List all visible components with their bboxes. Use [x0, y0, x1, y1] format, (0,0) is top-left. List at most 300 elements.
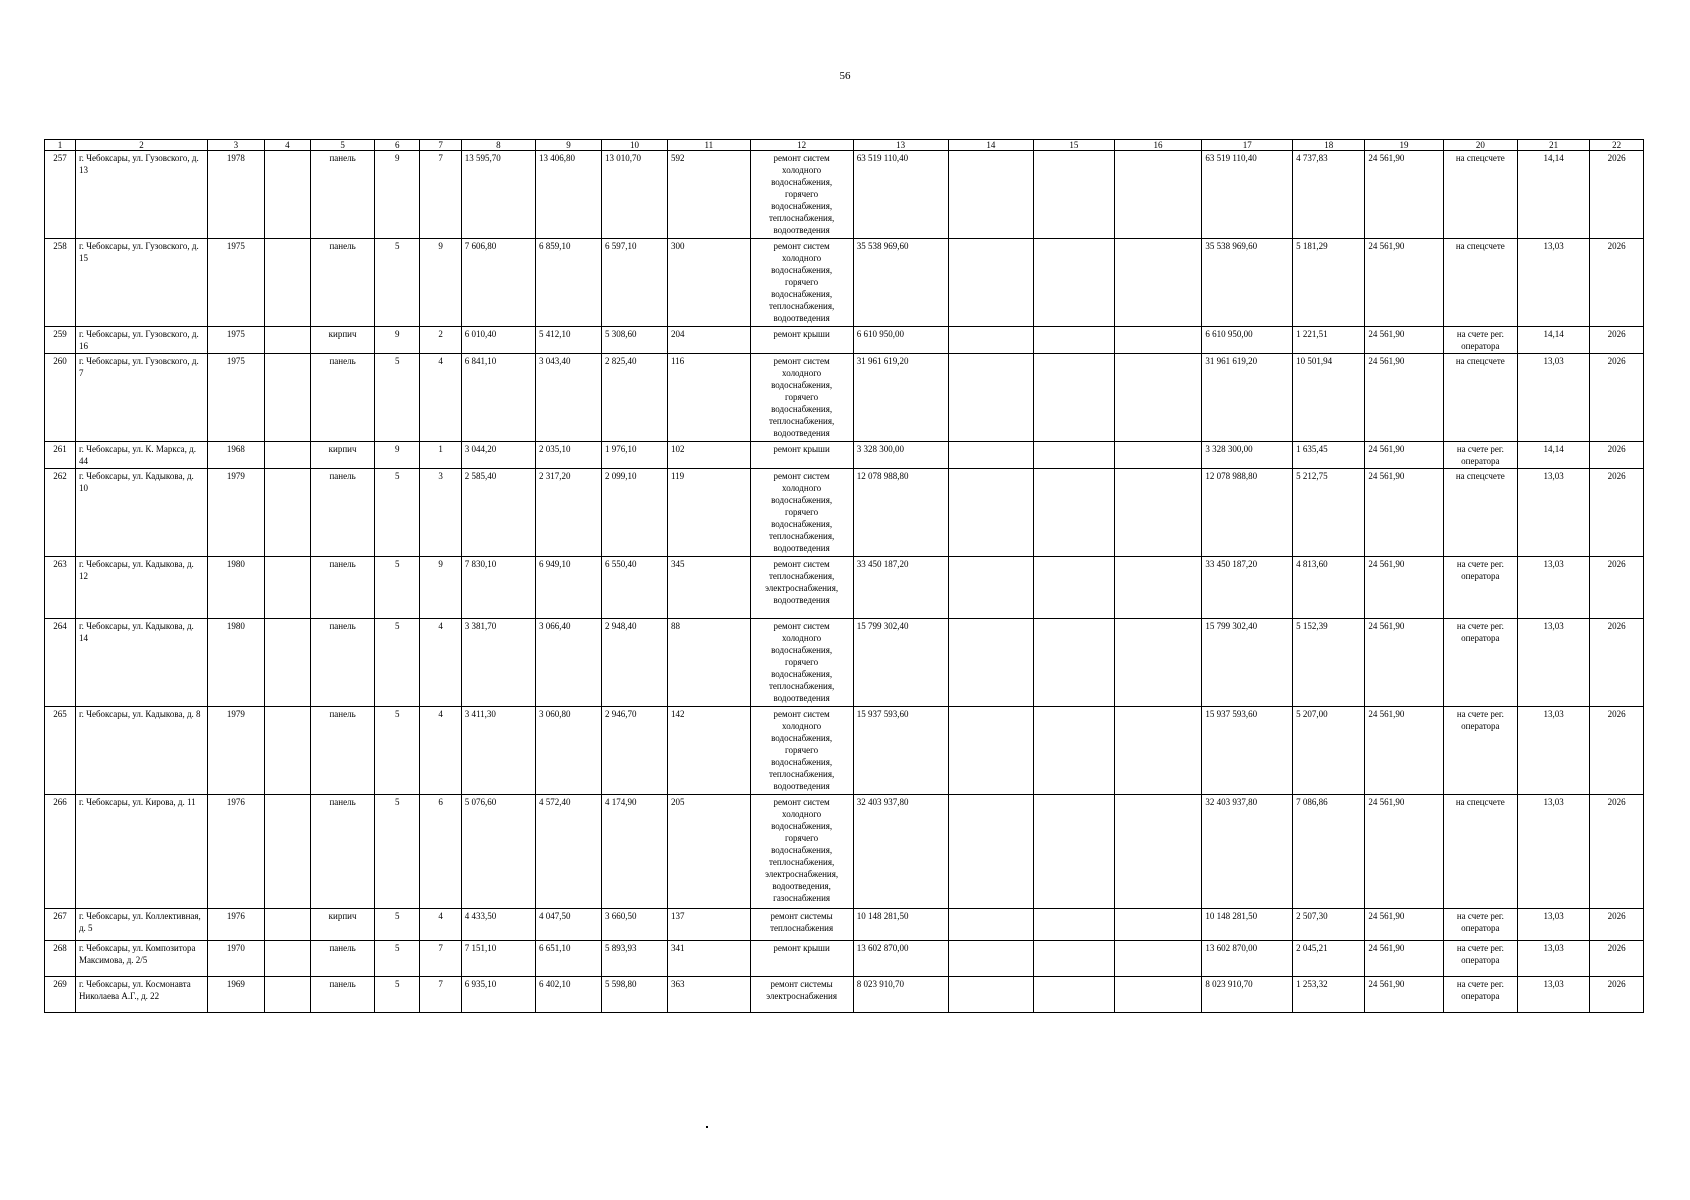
cell-local-cost — [1114, 909, 1202, 941]
header-cell: 7 — [420, 140, 461, 151]
cell-total-area: 6 935,10 — [461, 977, 535, 1013]
cell-local-cost — [1114, 795, 1202, 909]
cell-works: ремонт крыши — [750, 327, 853, 354]
cell-fund-method: на счете рег. оператора — [1443, 977, 1517, 1013]
cell-max-cost: 24 561,90 — [1365, 795, 1443, 909]
cell-owners-cost: 63 519 110,40 — [1202, 151, 1293, 239]
cell-fund-cost — [948, 442, 1034, 469]
cell-entrances: 4 — [420, 707, 461, 795]
cell-wall-material: панель — [311, 707, 375, 795]
cell-specific-cost: 1 221,51 — [1293, 327, 1365, 354]
table-row — [45, 151, 1644, 239]
cell-budget-cost — [1034, 327, 1114, 354]
cell-contribution: 13,03 — [1517, 909, 1589, 941]
cell-local-cost — [1114, 469, 1202, 557]
cell-row-number: 257 — [45, 151, 76, 239]
cell-row-number: 266 — [45, 795, 76, 909]
header-cell: 16 — [1114, 140, 1202, 151]
cell-row-number: 268 — [45, 941, 76, 977]
header-cell: 8 — [461, 140, 535, 151]
table-row — [45, 557, 1644, 619]
cell-floors: 5 — [375, 909, 420, 941]
cell-fund-cost — [948, 557, 1034, 619]
cell-max-cost: 24 561,90 — [1365, 327, 1443, 354]
header-cell: 9 — [535, 140, 601, 151]
cell-address: г. Чебоксары, ул. Композитора Максимова, д. 2/5 — [75, 941, 207, 977]
header-cell: 14 — [948, 140, 1034, 151]
cell-budget-cost — [1034, 619, 1114, 707]
cell-address: г. Чебоксары, ул. Гузовского, д. 7 — [75, 354, 207, 442]
header-cell: 21 — [1517, 140, 1589, 151]
cell-total-cost: 8 023 910,70 — [853, 977, 948, 1013]
cell-residents: 345 — [668, 557, 751, 619]
cell-specific-cost: 10 501,94 — [1293, 354, 1365, 442]
cell-col-4 — [264, 977, 310, 1013]
cell-specific-cost: 2 507,30 — [1293, 909, 1365, 941]
cell-contribution: 14,14 — [1517, 327, 1589, 354]
cell-plan-year: 2026 — [1590, 941, 1644, 977]
cell-contribution: 13,03 — [1517, 354, 1589, 442]
cell-entrances: 6 — [420, 795, 461, 909]
table-row — [45, 354, 1644, 442]
cell-build-year: 1979 — [207, 469, 264, 557]
cell-local-cost — [1114, 327, 1202, 354]
cell-budget-cost — [1034, 442, 1114, 469]
cell-budget-cost — [1034, 239, 1114, 327]
cell-premises-area: 6 402,10 — [535, 977, 601, 1013]
cell-contribution: 14,14 — [1517, 151, 1589, 239]
cell-plan-year: 2026 — [1590, 909, 1644, 941]
cell-max-cost: 24 561,90 — [1365, 354, 1443, 442]
cell-build-year: 1978 — [207, 151, 264, 239]
table-row — [45, 909, 1644, 941]
cell-col-4 — [264, 557, 310, 619]
cell-local-cost — [1114, 239, 1202, 327]
cell-max-cost: 24 561,90 — [1365, 941, 1443, 977]
header-cell: 2 — [75, 140, 207, 151]
cell-row-number: 262 — [45, 469, 76, 557]
cell-total-cost: 35 538 969,60 — [853, 239, 948, 327]
cell-residential-area: 13 010,70 — [602, 151, 668, 239]
cell-residents: 119 — [668, 469, 751, 557]
cell-residential-area: 5 598,80 — [602, 977, 668, 1013]
cell-residents: 363 — [668, 977, 751, 1013]
cell-total-area: 3 044,20 — [461, 442, 535, 469]
cell-wall-material: кирпич — [311, 909, 375, 941]
cell-owners-cost: 13 602 870,00 — [1202, 941, 1293, 977]
cell-entrances: 9 — [420, 239, 461, 327]
cell-contribution: 13,03 — [1517, 557, 1589, 619]
cell-plan-year: 2026 — [1590, 619, 1644, 707]
cell-entrances: 4 — [420, 354, 461, 442]
table-row — [45, 239, 1644, 327]
cell-plan-year: 2026 — [1590, 327, 1644, 354]
cell-floors: 5 — [375, 469, 420, 557]
cell-address: г. Чебоксары, ул. Кадыкова, д. 10 — [75, 469, 207, 557]
cell-floors: 5 — [375, 619, 420, 707]
cell-fund-method: на спецсчете — [1443, 151, 1517, 239]
cell-address: г. Чебоксары, ул. Кадыкова, д. 12 — [75, 557, 207, 619]
cell-fund-method: на счете рег. оператора — [1443, 909, 1517, 941]
cell-entrances: 2 — [420, 327, 461, 354]
cell-budget-cost — [1034, 941, 1114, 977]
cell-build-year: 1980 — [207, 557, 264, 619]
cell-fund-method: на счете рег. оператора — [1443, 707, 1517, 795]
cell-floors: 5 — [375, 239, 420, 327]
cell-plan-year: 2026 — [1590, 557, 1644, 619]
cell-total-area: 7 606,80 — [461, 239, 535, 327]
cell-residential-area: 1 976,10 — [602, 442, 668, 469]
cell-address: г. Чебоксары, ул. Коллективная, д. 5 — [75, 909, 207, 941]
cell-plan-year: 2026 — [1590, 707, 1644, 795]
cell-works: ремонт крыши — [750, 941, 853, 977]
cell-wall-material: панель — [311, 941, 375, 977]
cell-wall-material: панель — [311, 354, 375, 442]
table-row — [45, 795, 1644, 909]
cell-row-number: 264 — [45, 619, 76, 707]
cell-residents: 341 — [668, 941, 751, 977]
cell-entrances: 7 — [420, 941, 461, 977]
header-cell: 20 — [1443, 140, 1517, 151]
header-cell: 19 — [1365, 140, 1443, 151]
cell-total-area: 3 411,30 — [461, 707, 535, 795]
cell-total-cost: 63 519 110,40 — [853, 151, 948, 239]
cell-wall-material: панель — [311, 239, 375, 327]
cell-owners-cost: 31 961 619,20 — [1202, 354, 1293, 442]
cell-residential-area: 5 308,60 — [602, 327, 668, 354]
cell-residents: 116 — [668, 354, 751, 442]
scan-dot — [706, 1126, 708, 1128]
cell-entrances: 4 — [420, 909, 461, 941]
cell-premises-area: 3 060,80 — [535, 707, 601, 795]
header-cell: 3 — [207, 140, 264, 151]
cell-residents: 592 — [668, 151, 751, 239]
header-cell: 17 — [1202, 140, 1293, 151]
cell-specific-cost: 7 086,86 — [1293, 795, 1365, 909]
header-cell: 11 — [668, 140, 751, 151]
cell-col-4 — [264, 469, 310, 557]
cell-residential-area: 3 660,50 — [602, 909, 668, 941]
cell-contribution: 13,03 — [1517, 707, 1589, 795]
cell-row-number: 258 — [45, 239, 76, 327]
cell-owners-cost: 15 937 593,60 — [1202, 707, 1293, 795]
cell-premises-area: 13 406,80 — [535, 151, 601, 239]
cell-row-number: 269 — [45, 977, 76, 1013]
cell-total-area: 7 151,10 — [461, 941, 535, 977]
cell-premises-area: 6 859,10 — [535, 239, 601, 327]
table-row — [45, 469, 1644, 557]
cell-works: ремонт систем холодного водоснабжения, горячего водоснабжения, теплоснабжения, электроснабжения, водоотведения, газоснабжения — [750, 795, 853, 909]
cell-local-cost — [1114, 619, 1202, 707]
cell-premises-area: 4 572,40 — [535, 795, 601, 909]
cell-contribution: 13,03 — [1517, 795, 1589, 909]
cell-local-cost — [1114, 707, 1202, 795]
cell-residential-area: 4 174,90 — [602, 795, 668, 909]
cell-col-4 — [264, 909, 310, 941]
cell-premises-area: 2 035,10 — [535, 442, 601, 469]
cell-residents: 102 — [668, 442, 751, 469]
cell-build-year: 1975 — [207, 327, 264, 354]
table-header-row — [45, 140, 1644, 151]
table-row — [45, 442, 1644, 469]
cell-fund-method: на счете рег. оператора — [1443, 442, 1517, 469]
cell-entrances: 7 — [420, 977, 461, 1013]
cell-fund-cost — [948, 619, 1034, 707]
cell-total-area: 3 381,70 — [461, 619, 535, 707]
cell-row-number: 260 — [45, 354, 76, 442]
cell-owners-cost: 12 078 988,80 — [1202, 469, 1293, 557]
capital-repair-register-table — [44, 139, 1644, 1013]
cell-plan-year: 2026 — [1590, 977, 1644, 1013]
cell-plan-year: 2026 — [1590, 151, 1644, 239]
cell-floors: 5 — [375, 795, 420, 909]
cell-budget-cost — [1034, 909, 1114, 941]
cell-max-cost: 24 561,90 — [1365, 469, 1443, 557]
cell-plan-year: 2026 — [1590, 239, 1644, 327]
cell-specific-cost: 5 181,29 — [1293, 239, 1365, 327]
cell-plan-year: 2026 — [1590, 354, 1644, 442]
cell-floors: 9 — [375, 151, 420, 239]
cell-local-cost — [1114, 941, 1202, 977]
cell-fund-method: на спецсчете — [1443, 795, 1517, 909]
cell-wall-material: кирпич — [311, 442, 375, 469]
cell-total-cost: 15 937 593,60 — [853, 707, 948, 795]
table-row — [45, 327, 1644, 354]
cell-specific-cost: 1 635,45 — [1293, 442, 1365, 469]
cell-residents: 300 — [668, 239, 751, 327]
cell-total-cost: 15 799 302,40 — [853, 619, 948, 707]
cell-premises-area: 5 412,10 — [535, 327, 601, 354]
cell-specific-cost: 4 813,60 — [1293, 557, 1365, 619]
cell-works: ремонт системы теплоснабжения — [750, 909, 853, 941]
cell-build-year: 1976 — [207, 909, 264, 941]
cell-owners-cost: 35 538 969,60 — [1202, 239, 1293, 327]
cell-address: г. Чебоксары, ул. Кирова, д. 11 — [75, 795, 207, 909]
cell-entrances: 9 — [420, 557, 461, 619]
cell-fund-cost — [948, 707, 1034, 795]
cell-owners-cost: 6 610 950,00 — [1202, 327, 1293, 354]
cell-floors: 5 — [375, 977, 420, 1013]
cell-budget-cost — [1034, 795, 1114, 909]
cell-total-area: 6 010,40 — [461, 327, 535, 354]
cell-works: ремонт систем холодного водоснабжения, горячего водоснабжения, теплоснабжения, водоотведения — [750, 151, 853, 239]
header-cell: 5 — [311, 140, 375, 151]
cell-wall-material: панель — [311, 795, 375, 909]
cell-premises-area: 3 043,40 — [535, 354, 601, 442]
cell-works: ремонт систем холодного водоснабжения, горячего водоснабжения, теплоснабжения, водоотведения — [750, 239, 853, 327]
cell-row-number: 261 — [45, 442, 76, 469]
cell-entrances: 7 — [420, 151, 461, 239]
cell-contribution: 14,14 — [1517, 442, 1589, 469]
cell-max-cost: 24 561,90 — [1365, 909, 1443, 941]
cell-floors: 9 — [375, 442, 420, 469]
header-cell: 4 — [264, 140, 310, 151]
cell-works: ремонт систем теплоснабжения, электроснабжения, водоотведения — [750, 557, 853, 619]
cell-owners-cost: 10 148 281,50 — [1202, 909, 1293, 941]
cell-specific-cost: 4 737,83 — [1293, 151, 1365, 239]
cell-wall-material: панель — [311, 977, 375, 1013]
cell-max-cost: 24 561,90 — [1365, 151, 1443, 239]
cell-residents: 205 — [668, 795, 751, 909]
cell-fund-method: на спецсчете — [1443, 239, 1517, 327]
cell-total-cost: 31 961 619,20 — [853, 354, 948, 442]
cell-max-cost: 24 561,90 — [1365, 977, 1443, 1013]
cell-owners-cost: 33 450 187,20 — [1202, 557, 1293, 619]
cell-works: ремонт системы электроснабжения — [750, 977, 853, 1013]
table-row — [45, 977, 1644, 1013]
cell-contribution: 13,03 — [1517, 469, 1589, 557]
cell-local-cost — [1114, 151, 1202, 239]
cell-build-year: 1969 — [207, 977, 264, 1013]
cell-col-4 — [264, 619, 310, 707]
table-row — [45, 619, 1644, 707]
cell-fund-method: на спецсчете — [1443, 469, 1517, 557]
cell-address: г. Чебоксары, ул. Гузовского, д. 16 — [75, 327, 207, 354]
cell-fund-method: на счете рег. оператора — [1443, 327, 1517, 354]
cell-address: г. Чебоксары, ул. Космонавта Николаева А.Г., д. 22 — [75, 977, 207, 1013]
header-cell: 13 — [853, 140, 948, 151]
page-number: 56 — [839, 70, 851, 82]
cell-fund-method: на счете рег. оператора — [1443, 619, 1517, 707]
cell-local-cost — [1114, 557, 1202, 619]
header-cell: 6 — [375, 140, 420, 151]
header-cell: 18 — [1293, 140, 1365, 151]
cell-plan-year: 2026 — [1590, 469, 1644, 557]
cell-local-cost — [1114, 442, 1202, 469]
cell-wall-material: панель — [311, 557, 375, 619]
cell-residents: 204 — [668, 327, 751, 354]
cell-col-4 — [264, 239, 310, 327]
table-row — [45, 707, 1644, 795]
cell-premises-area: 6 949,10 — [535, 557, 601, 619]
cell-fund-method: на счете рег. оператора — [1443, 941, 1517, 977]
cell-max-cost: 24 561,90 — [1365, 557, 1443, 619]
cell-works: ремонт систем холодного водоснабжения, горячего водоснабжения, теплоснабжения, водоотведения — [750, 707, 853, 795]
cell-premises-area: 6 651,10 — [535, 941, 601, 977]
cell-residents: 88 — [668, 619, 751, 707]
cell-contribution: 13,03 — [1517, 977, 1589, 1013]
cell-residential-area: 6 597,10 — [602, 239, 668, 327]
cell-total-area: 4 433,50 — [461, 909, 535, 941]
cell-fund-cost — [948, 909, 1034, 941]
cell-residents: 137 — [668, 909, 751, 941]
cell-address: г. Чебоксары, ул. Кадыкова, д. 14 — [75, 619, 207, 707]
cell-max-cost: 24 561,90 — [1365, 619, 1443, 707]
cell-fund-cost — [948, 327, 1034, 354]
cell-col-4 — [264, 354, 310, 442]
cell-fund-cost — [948, 239, 1034, 327]
cell-residential-area: 2 946,70 — [602, 707, 668, 795]
cell-build-year: 1980 — [207, 619, 264, 707]
header-cell: 15 — [1034, 140, 1114, 151]
cell-specific-cost: 5 207,00 — [1293, 707, 1365, 795]
cell-build-year: 1975 — [207, 354, 264, 442]
cell-owners-cost: 32 403 937,80 — [1202, 795, 1293, 909]
cell-wall-material: панель — [311, 151, 375, 239]
cell-premises-area: 4 047,50 — [535, 909, 601, 941]
cell-total-cost: 10 148 281,50 — [853, 909, 948, 941]
cell-local-cost — [1114, 977, 1202, 1013]
cell-total-cost: 13 602 870,00 — [853, 941, 948, 977]
cell-build-year: 1968 — [207, 442, 264, 469]
cell-max-cost: 24 561,90 — [1365, 442, 1443, 469]
cell-plan-year: 2026 — [1590, 795, 1644, 909]
cell-budget-cost — [1034, 557, 1114, 619]
cell-residential-area: 2 825,40 — [602, 354, 668, 442]
cell-address: г. Чебоксары, ул. К. Маркса, д. 44 — [75, 442, 207, 469]
cell-total-cost: 32 403 937,80 — [853, 795, 948, 909]
cell-entrances: 4 — [420, 619, 461, 707]
cell-fund-method: на счете рег. оператора — [1443, 557, 1517, 619]
cell-specific-cost: 1 253,32 — [1293, 977, 1365, 1013]
cell-wall-material: панель — [311, 619, 375, 707]
cell-total-area: 13 595,70 — [461, 151, 535, 239]
cell-works: ремонт систем холодного водоснабжения, горячего водоснабжения, теплоснабжения, водоотведения — [750, 354, 853, 442]
cell-build-year: 1979 — [207, 707, 264, 795]
cell-budget-cost — [1034, 151, 1114, 239]
cell-budget-cost — [1034, 469, 1114, 557]
cell-row-number: 263 — [45, 557, 76, 619]
cell-budget-cost — [1034, 977, 1114, 1013]
cell-fund-method: на спецсчете — [1443, 354, 1517, 442]
cell-residential-area: 2 948,40 — [602, 619, 668, 707]
cell-specific-cost: 5 212,75 — [1293, 469, 1365, 557]
cell-contribution: 13,03 — [1517, 239, 1589, 327]
cell-fund-cost — [948, 354, 1034, 442]
cell-works: ремонт крыши — [750, 442, 853, 469]
cell-col-4 — [264, 795, 310, 909]
cell-residents: 142 — [668, 707, 751, 795]
header-cell: 12 — [750, 140, 853, 151]
cell-total-cost: 33 450 187,20 — [853, 557, 948, 619]
cell-build-year: 1970 — [207, 941, 264, 977]
cell-floors: 5 — [375, 557, 420, 619]
cell-entrances: 3 — [420, 469, 461, 557]
cell-specific-cost: 5 152,39 — [1293, 619, 1365, 707]
cell-total-area: 6 841,10 — [461, 354, 535, 442]
cell-max-cost: 24 561,90 — [1365, 707, 1443, 795]
cell-col-4 — [264, 707, 310, 795]
cell-max-cost: 24 561,90 — [1365, 239, 1443, 327]
cell-col-4 — [264, 327, 310, 354]
cell-total-area: 7 830,10 — [461, 557, 535, 619]
cell-col-4 — [264, 151, 310, 239]
cell-residential-area: 6 550,40 — [602, 557, 668, 619]
cell-row-number: 265 — [45, 707, 76, 795]
cell-total-cost: 12 078 988,80 — [853, 469, 948, 557]
cell-residential-area: 5 893,93 — [602, 941, 668, 977]
header-cell: 10 — [602, 140, 668, 151]
cell-total-area: 2 585,40 — [461, 469, 535, 557]
cell-works: ремонт систем холодного водоснабжения, горячего водоснабжения, теплоснабжения, водоотведения — [750, 619, 853, 707]
cell-residential-area: 2 099,10 — [602, 469, 668, 557]
cell-specific-cost: 2 045,21 — [1293, 941, 1365, 977]
cell-premises-area: 2 317,20 — [535, 469, 601, 557]
cell-owners-cost: 3 328 300,00 — [1202, 442, 1293, 469]
cell-local-cost — [1114, 354, 1202, 442]
cell-address: г. Чебоксары, ул. Гузовского, д. 15 — [75, 239, 207, 327]
cell-col-4 — [264, 941, 310, 977]
cell-col-4 — [264, 442, 310, 469]
cell-premises-area: 3 066,40 — [535, 619, 601, 707]
cell-budget-cost — [1034, 707, 1114, 795]
cell-floors: 5 — [375, 354, 420, 442]
cell-fund-cost — [948, 795, 1034, 909]
cell-row-number: 267 — [45, 909, 76, 941]
cell-entrances: 1 — [420, 442, 461, 469]
cell-fund-cost — [948, 151, 1034, 239]
cell-owners-cost: 8 023 910,70 — [1202, 977, 1293, 1013]
